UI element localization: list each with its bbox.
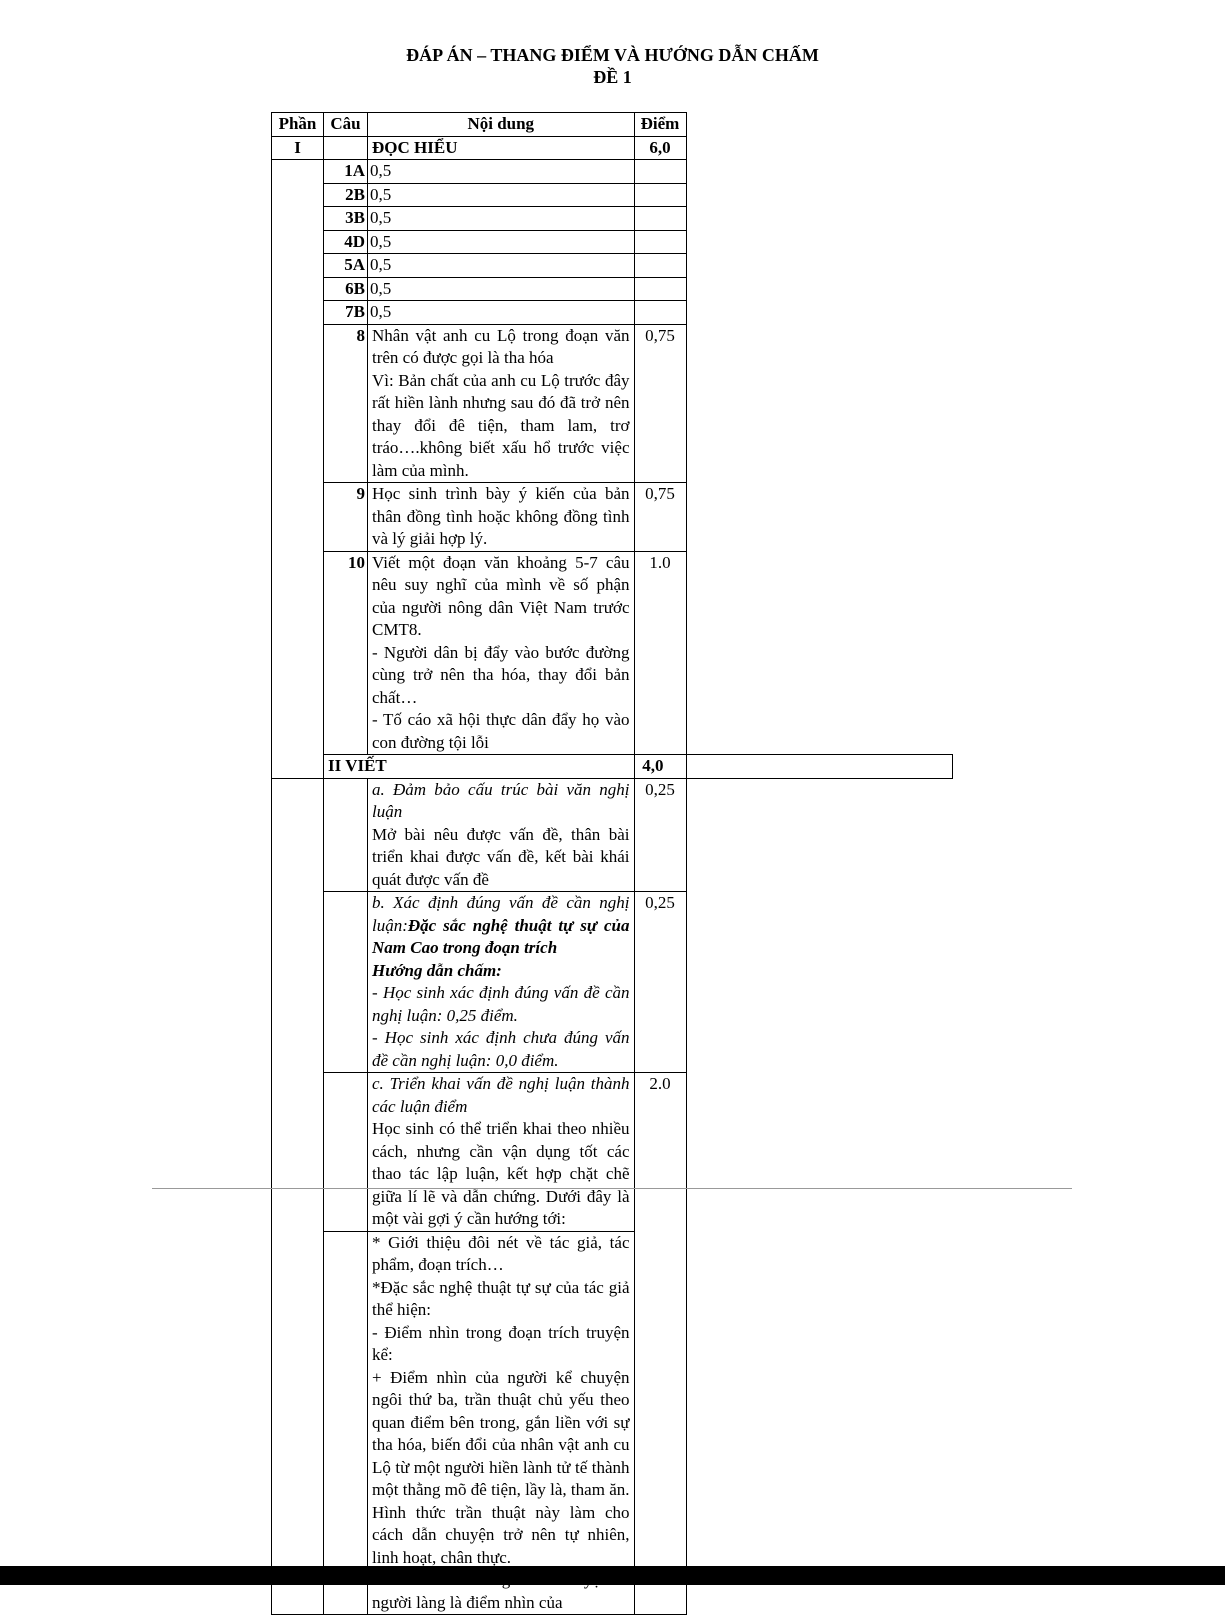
answer-text: - Người dân bị đẩy vào bước đường cùng trở nên tha hóa, thay đổi bản chất… xyxy=(372,642,630,707)
answer-content xyxy=(368,551,635,755)
answer-text: - Tố cáo xã hội thực dân đẩy họ vào con đường tội lỗi xyxy=(372,710,630,752)
answer-text: Học sinh trình bày ý kiến của bản thân đồng tình hoặc không đồng tình và lý giải hợp lý. xyxy=(368,483,635,552)
score-value: 0,75 xyxy=(634,324,686,483)
section-row-reading xyxy=(272,136,953,160)
score-value: 0,25 xyxy=(634,778,686,892)
answer-content xyxy=(368,778,635,892)
header-question: Câu xyxy=(324,113,368,137)
criterion-heading: c. Triển khai vấn đề nghị luận thành các luận điểm xyxy=(372,1074,630,1116)
question-number: 8 xyxy=(324,324,368,483)
answer-value: 0,5 xyxy=(368,183,635,207)
page-divider xyxy=(152,1188,1072,1189)
answer-text: * Giới thiệu đôi nét về tác giả, tác phẩm, đoạn trích… xyxy=(372,1232,630,1274)
answer-text: Học sinh có thể triển khai theo nhiều cách, nhưng cần vận dụng tốt các thao tác lập luận, kết hợp chặt chẽ giữa lí lẽ và dẫn chứng. Dưới đây là một vài gợi ý cần hướng tới: xyxy=(372,1119,630,1228)
answer-text: *Đặc sắc nghệ thuật tự sự của tác giả thể hiện: xyxy=(372,1277,630,1319)
table-row xyxy=(272,207,953,231)
question-number: 4D xyxy=(324,230,368,254)
table-row xyxy=(272,183,953,207)
section-title: VIẾT xyxy=(345,756,387,775)
question-number: 1A xyxy=(324,160,368,184)
question-9-row xyxy=(272,483,953,552)
bottom-bar xyxy=(0,1566,1225,1585)
answer-value: 0,5 xyxy=(368,301,635,325)
answer-text: Mở bài nêu được vấn đề, thân bài triển khai được vấn đề, kết bài khái quát được vấn đề xyxy=(372,824,630,889)
answer-value: 0,5 xyxy=(368,207,635,231)
question-number: 3B xyxy=(324,207,368,231)
section-row-writing xyxy=(272,755,953,779)
criterion-heading: a. Đảm bảo cấu trúc bài văn nghị luận xyxy=(372,779,630,821)
question-number: 7B xyxy=(324,301,368,325)
page-title: ĐÁP ÁN – THANG ĐIỂM VÀ HƯỚNG DẪN CHẤM xyxy=(406,45,819,65)
question-number: 9 xyxy=(324,483,368,552)
criterion-heading: b. Xác định đúng vấn đề cần nghị luận: xyxy=(372,893,630,935)
answer-content xyxy=(368,892,635,1073)
score-value: 0,75 xyxy=(634,483,686,552)
answer-value: 0,5 xyxy=(368,254,635,278)
writing-a-row xyxy=(272,778,953,892)
question-number: 6B xyxy=(324,277,368,301)
header-part: Phần xyxy=(272,113,324,137)
answer-text: - Học sinh xác định chưa đúng vấn đề cần nghị luận: 0,0 điểm. xyxy=(372,1028,630,1070)
table-row xyxy=(272,160,953,184)
header-row xyxy=(272,113,953,137)
answer-text: + Điểm nhìn của người kể chuyện ngôi thứ ba, trần thuật chủ yếu theo quan điểm bên trong, gắn liền với sự tha hóa, biến đổi của nhân vật anh cu Lộ từ một người hiền lành tử tế thành một thằng mõ đê tiện, lầy là, tham ăn. Hình thức trần thuật này làm cho cách dẫn chuyện trở nên tự nhiên, linh hoạt, chân thực. xyxy=(372,1367,630,1567)
table-row xyxy=(272,277,953,301)
guide-heading: Hướng dẫn chấm: xyxy=(372,960,502,980)
question-number: 10 xyxy=(324,551,368,755)
answer-text: Vì: Bản chất của anh cu Lộ trước đây rất hiền lành nhưng sau đó đã trở nên thay đổi đê tiện, tham lam, trơ tráo….không biết xấu hổ trước việc làm của mình. xyxy=(372,370,630,480)
header-content: Nội dung xyxy=(368,113,635,137)
writing-c-row xyxy=(272,1073,953,1232)
score-value: 1.0 xyxy=(634,551,686,755)
table-row xyxy=(272,254,953,278)
answer-text: người làng là điểm nhìn của xyxy=(372,1592,563,1612)
score-value: 0,25 xyxy=(634,892,686,1073)
table-row xyxy=(272,301,953,325)
question-8-row xyxy=(272,324,953,483)
answer-value: 0,5 xyxy=(368,277,635,301)
table-row xyxy=(272,230,953,254)
answer-text: - Học sinh xác định đúng vấn đề cần nghị luận: 0,25 điểm. xyxy=(372,983,630,1025)
section-header xyxy=(324,755,635,779)
answer-content xyxy=(368,1231,635,1615)
answer-text: - Điểm nhìn trong đoạn trích truyện kể: xyxy=(372,1322,630,1364)
section-score: 6,0 xyxy=(634,136,686,160)
question-number: 2B xyxy=(324,183,368,207)
criterion-topic: Đặc sắc nghệ thuật tự sự của Nam Cao trong đoạn trích xyxy=(372,915,630,957)
question-number: 5A xyxy=(324,254,368,278)
writing-d-row xyxy=(272,1231,953,1615)
section-part: II xyxy=(328,756,342,775)
section-title: ĐỌC HIỂU xyxy=(368,136,635,160)
section-score: 4,0 xyxy=(634,755,686,779)
answer-key-table xyxy=(271,112,953,1615)
answer-text: Viết một đoạn văn khoảng 5-7 câu nêu suy nghĩ của mình về số phận của người nông dân Việt Nam trước CMT8. xyxy=(372,552,630,639)
answer-content xyxy=(368,1073,635,1232)
answer-content xyxy=(368,324,635,483)
answer-text: Nhân vật anh cu Lộ trong đoạn văn trên có được gọi là tha hóa xyxy=(372,325,630,367)
score-value: 2.0 xyxy=(634,1073,686,1615)
answer-value: 0,5 xyxy=(368,160,635,184)
question-10-row xyxy=(272,551,953,755)
page-subtitle: ĐỀ 1 xyxy=(593,67,632,87)
answer-value: 0,5 xyxy=(368,230,635,254)
section-part: I xyxy=(272,136,324,160)
writing-b-row xyxy=(272,892,953,1073)
header-score: Điểm xyxy=(634,113,686,137)
